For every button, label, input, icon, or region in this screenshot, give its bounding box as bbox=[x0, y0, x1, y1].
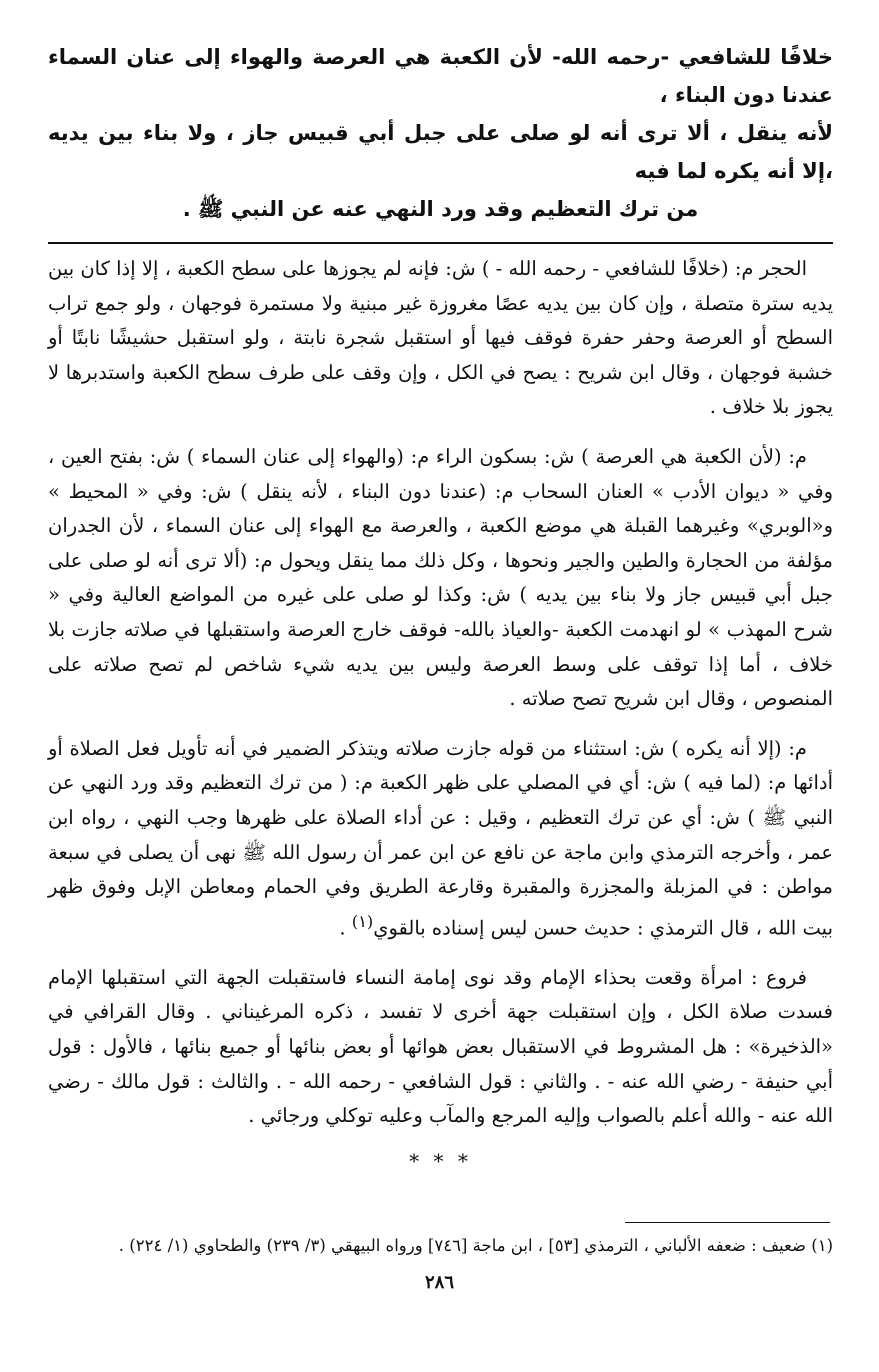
commentary bbox=[48, 252, 833, 1134]
commentary-paragraph-2: م: (لأن الكعبة هي العرصة ) ش: بسكون الراء م: (والهواء إلى عنان السماء ) ش: بفتح العين ، وفي « ديوان الأدب » العنان السحاب م: (عندنا دون البناء ، لأنه ينقل ) ش: وفي « المحيط » و«الوبري» وغيرهما القبلة هي موضع الكعبة ، والعرصة مع الهواء إلى عنان السماء ، لأن الجدران مؤلفة من الحجارة والطين والجير ونحوها ، وكل ذلك مما ينقل ويحول م: (ألا ترى أنه لو صلى على جبل أبي قبيس جاز ولا بناء بين يديه ) ش: وكذا لو صلى على غيره من المواضع العالية وفي « شرح المهذب » لو انهدمت الكعبة -والعياذ بالله- فوقف خارج العرصة واستقبلها في صلاته جازت بلا خلاف ، أما إذا توقف على وسط العرصة وليس بين يديه شيء شاخص لم تصح صلاته على المنصوص ، وقال ابن شريح تصح صلاته . bbox=[48, 444, 833, 711]
footnote-divider bbox=[625, 1222, 830, 1223]
matn-text bbox=[48, 38, 833, 228]
footnote: (١) ضعيف : ضعفه الألباني ، الترمذي [٥٣] ، ابن ماجة [٧٤٦] ورواه البيهقي (٣/ ٢٣٩) والطحاوي (١/ ٢٢٤) . bbox=[118, 1236, 833, 1255]
page-body bbox=[48, 38, 833, 1173]
footnote-marker[interactable]: (١) bbox=[351, 911, 374, 931]
commentary-paragraph-3-text: م: (إلا أنه يكره ) ش: استثناء من قوله جازت صلاته ويتذكر الضمير في أنه تأويل فعل الصلاة أو أدائها م: (لما فيه ) ش: أي في المصلي على ظهر الكعبة م: ( من ترك التعظيم وقد ورد النهي عن النبي ﷺ ) ش: أي عن ترك التعظيم ، وقيل : عن أداء الصلاة على ظهرها وجب النهي ، رواه ابن عمر ، وأخرجه الترمذي وابن ماجة عن نافع عن ابن عمر أن رسول الله ﷺ نهى أن يصلى في سبعة مواطن : في المزبلة والمجزرة والمقبرة وقارعة الطريق وفي الحمام ومعاطن الإبل وفوق ظهر بيت الله ، قال الترمذي : حديث حسن ليس إسناده بالقوي bbox=[48, 736, 833, 940]
matn-divider bbox=[48, 242, 833, 244]
matn-line-3: من ترك التعظيم وقد ورد النهي عنه عن النبي ﷺ . bbox=[182, 197, 699, 221]
matn-line-2: لأنه ينقل ، ألا ترى أنه لو صلى على جبل أبي قبيس جاز ، ولا بناء بين يديه ،إلا أنه يكره لما فيه bbox=[48, 121, 833, 183]
section-separator: * * * bbox=[409, 1148, 472, 1173]
commentary-paragraph-4: فروع : امرأة وقعت بحذاء الإمام وقد نوى إمامة النساء فاستقبلت الجهة التي استقبلها الإمام فسدت صلاة الكل ، وإن استقبلت جهة أخرى لا تفسد ، ذكره المرغيناني . وقال القرافي في «الذخيرة» : هل المشروط في الاستقبال بعض هوائها أو بعض بنائها أو جميع بنائها ، فالأول : قول أبي حنيفة - رضي الله عنه - . والثاني : قول الشافعي - رحمه الله - . والثالث : قول مالك - رضي الله عنه - والله أعلم بالصواب وإليه المرجع والمآب وعليه توكلي ورجائي . bbox=[48, 965, 833, 1128]
commentary-paragraph-1: الحجر م: (خلافًا للشافعي - رحمه الله - ) ش: فإنه لم يجوزها على سطح الكعبة ، إلا إذا كان بين يديه سترة متصلة ، وإن كان بين يديه عصًا مغروزة غير مبنية ولا مستمرة فوجهان ، ولو جمع تراب السطح أو العرصة وحفر حفرة فوقف فيها أو استقبل شجرة نابتة ، ولو استقبل حشيشًا نابتًا أو خشبة فوجهان ، وقال ابن شريح : يصح في الكل ، وإن وقف على طرف سطح الكعبة واستدبرها لا يجوز بلا خلاف . bbox=[48, 257, 833, 419]
page-number: ٢٨٦ bbox=[424, 1272, 454, 1293]
commentary-paragraph-3: م: (إلا أنه يكره ) ش: استثناء من قوله جازت صلاته ويتذكر الضمير في أنه تأويل فعل الصلاة أو أدائها م: (لما فيه ) ش: أي في المصلي على ظهر الكعبة م: ( من ترك التعظيم وقد ورد النهي عن النبي ﷺ ) ش: أي عن ترك التعظيم ، وقيل : عن أداء الصلاة على ظهرها وجب النهي ، رواه ابن عمر ، وأخرجه الترمذي وابن ماجة عن نافع عن ابن عمر أن رسول الله ﷺ نهى أن يصلى في سبعة مواطن : في المزبلة والمجزرة والمقبرة وقارعة الطريق وفي الحمام ومعاطن الإبل وفوق ظهر بيت الله ، قال الترمذي : حديث حسن ليس إسناده بالقوي$^{(١)}$ . bbox=[48, 736, 833, 940]
matn-line-1: خلافًا للشافعي -رحمه الله- لأن الكعبة هي العرصة والهواء إلى عنان السماء عندنا دون البناء ، bbox=[48, 45, 833, 107]
